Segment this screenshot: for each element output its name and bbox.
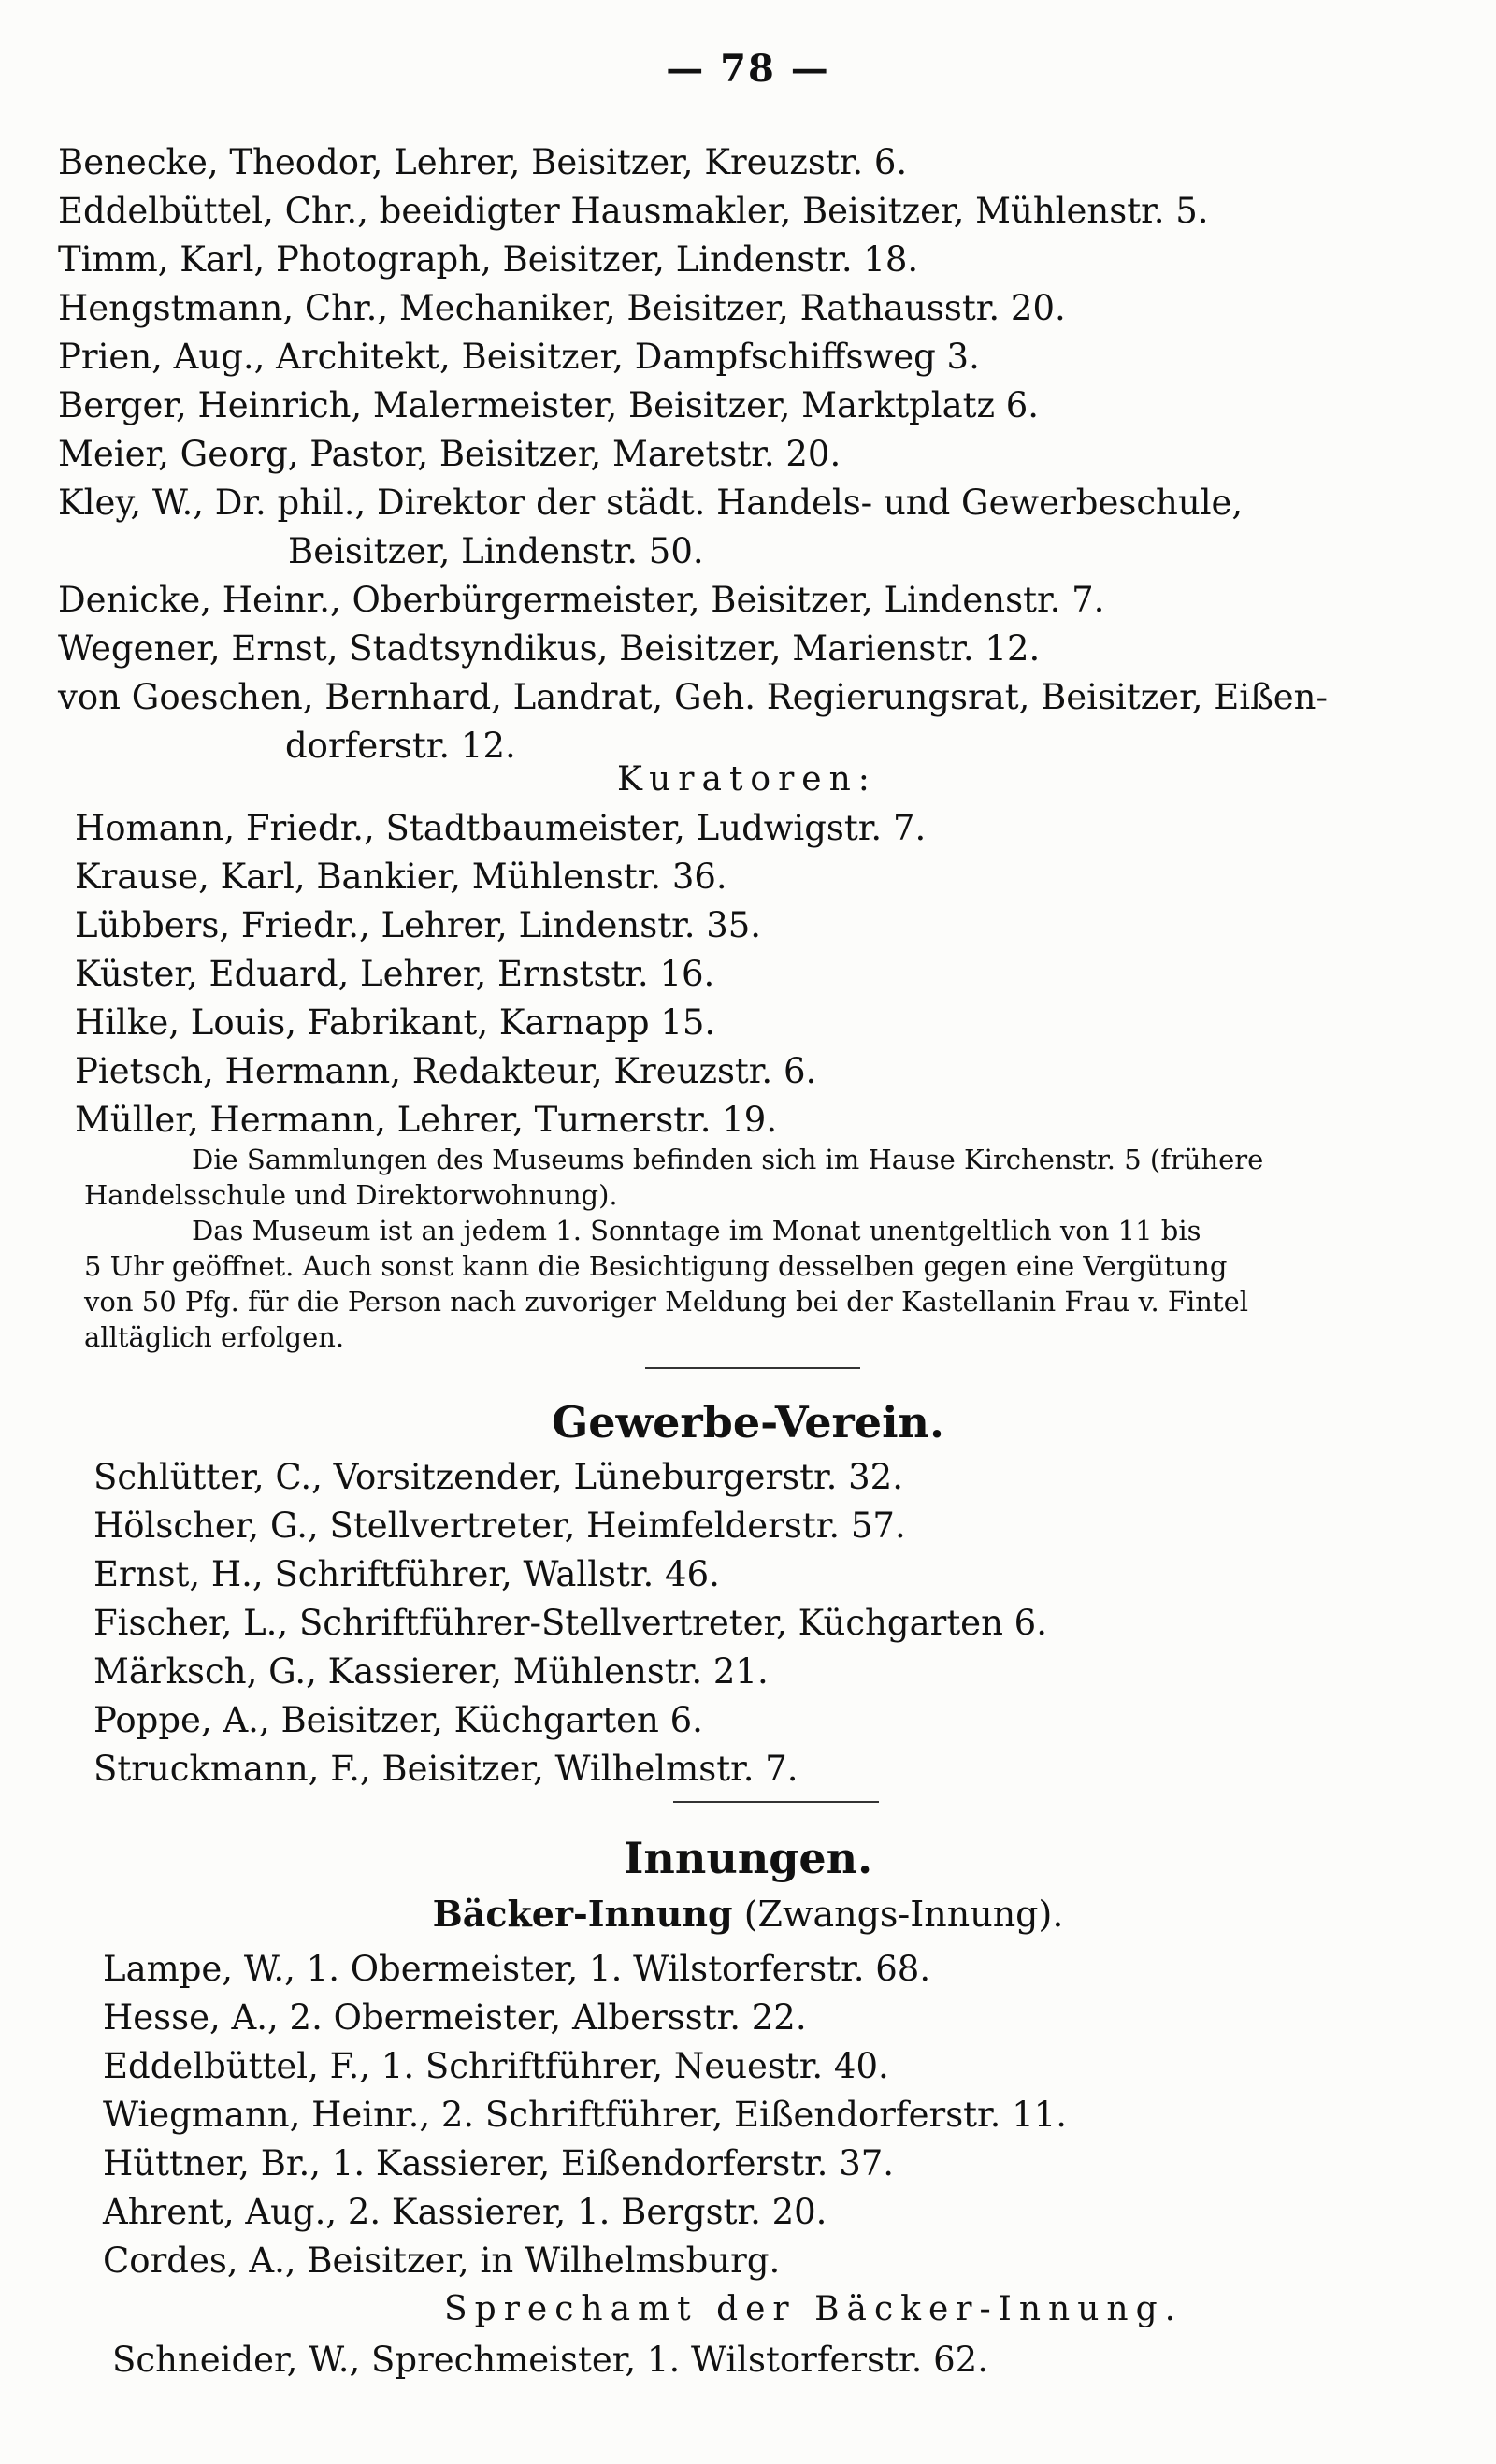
divider [673,1801,879,1803]
list-item: Hengstmann, Chr., Mechaniker, Beisitzer, Rathausstr. 20. [58,288,1066,328]
list-item: Lampe, W., 1. Obermeister, 1. Wilstorferstr. 68. [103,1949,931,1989]
list-item: Märksch, G., Kassierer, Mühlenstr. 21. [94,1651,769,1692]
list-item: Cordes, A., Beisitzer, in Wilhelmsburg. [103,2241,781,2281]
list-item: Ahrent, Aug., 2. Kassierer, 1. Bergstr. 20. [103,2192,827,2232]
list-item: Hesse, A., 2. Obermeister, Albersstr. 22. [103,1997,807,2038]
list-item: Meier, Georg, Pastor, Beisitzer, Maretstr. 20. [58,434,842,474]
sprechamt-heading: Sprechamt der Bäcker-Innung. [444,2290,1184,2328]
list-item: Timm, Karl, Photograph, Beisitzer, Lindenstr. 18. [58,239,919,280]
list-item: Homann, Friedr., Stadtbaumeister, Ludwigstr. 7. [75,808,927,848]
list-item: Eddelbüttel, F., 1. Schriftführer, Neuestr. 40. [103,2046,889,2086]
baecker-innung-subtitle: (Zwangs-Innung). [743,1894,1064,1935]
section-title-gewerbe-verein: Gewerbe-Verein. [552,1397,944,1448]
list-item: Wegener, Ernst, Stadtsyndikus, Beisitzer, Marienstr. 12. [58,628,1041,669]
list-item: Schlütter, C., Vorsitzender, Lüneburgerstr. 32. [94,1457,903,1497]
note-line: von 50 Pfg. für die Person nach zuvoriger Meldung bei der Kastellanin Frau v. Fintel [84,1286,1249,1318]
list-item: von Goeschen, Bernhard, Landrat, Geh. Regierungsrat, Beisitzer, Eißen- [58,677,1329,717]
list-item: Müller, Hermann, Lehrer, Turnerstr. 19. [75,1100,778,1140]
list-item: Poppe, A., Beisitzer, Küchgarten 6. [94,1700,703,1740]
list-item: Denicke, Heinr., Oberbürgermeister, Beisitzer, Lindenstr. 7. [58,580,1105,620]
list-item: Schneider, W., Sprechmeister, 1. Wilstorferstr. 62. [112,2340,988,2380]
list-item: Benecke, Theodor, Lehrer, Beisitzer, Kreuzstr. 6. [58,142,908,182]
list-item: Ernst, H., Schriftführer, Wallstr. 46. [94,1554,720,1594]
page-number: — 78 — [666,47,830,91]
list-item-continuation: dorferstr. 12. [285,726,516,766]
note-line: 5 Uhr geöffnet. Auch sonst kann die Besichtigung desselben gegen eine Vergütung [84,1250,1228,1282]
list-item: Eddelbüttel, Chr., beeidigter Hausmakler, Beisitzer, Mühlenstr. 5. [58,191,1209,231]
list-item: Küster, Eduard, Lehrer, Ernststr. 16. [75,954,715,994]
list-item: Krause, Karl, Bankier, Mühlenstr. 36. [75,857,727,897]
list-item: Struckmann, F., Beisitzer, Wilhelmstr. 7. [94,1749,798,1789]
list-item: Hilke, Louis, Fabrikant, Karnapp 15. [75,1002,716,1043]
list-item: Kley, W., Dr. phil., Direktor der städt. Handels- und Gewerbeschule, [58,483,1244,523]
baecker-innung-title: Bäcker-Innung [432,1893,733,1935]
baecker-innung-heading [0,1893,1496,1935]
note-line: Handelsschule und Direktorwohnung). [84,1179,618,1211]
list-item: Fischer, L., Schriftführer-Stellvertreter, Küchgarten 6. [94,1603,1047,1643]
list-item-continuation: Beisitzer, Lindenstr. 50. [288,531,704,571]
divider [645,1367,860,1369]
list-item: Hüttner, Br., 1. Kassierer, Eißendorferstr. 37. [103,2143,895,2183]
list-item: Pietsch, Hermann, Redakteur, Kreuzstr. 6. [75,1051,817,1091]
note-line: Die Sammlungen des Museums befinden sich im Hause Kirchenstr. 5 (frühere [192,1144,1264,1175]
kuratoren-heading: Kuratoren: [617,760,877,799]
note-line: Das Museum ist an jedem 1. Sonntage im Monat unentgeltlich von 11 bis [192,1215,1201,1246]
list-item: Berger, Heinrich, Malermeister, Beisitzer, Marktplatz 6. [58,385,1040,425]
note-line: alltäglich erfolgen. [84,1321,345,1353]
list-item: Wiegmann, Heinr., 2. Schriftführer, Eißendorferstr. 11. [103,2095,1068,2135]
section-title-innungen: Innungen. [623,1833,873,1883]
list-item: Prien, Aug., Architekt, Beisitzer, Dampfschiffsweg 3. [58,337,980,377]
list-item: Hölscher, G., Stellvertreter, Heimfelderstr. 57. [94,1506,906,1546]
list-item: Lübbers, Friedr., Lehrer, Lindenstr. 35. [75,905,762,945]
